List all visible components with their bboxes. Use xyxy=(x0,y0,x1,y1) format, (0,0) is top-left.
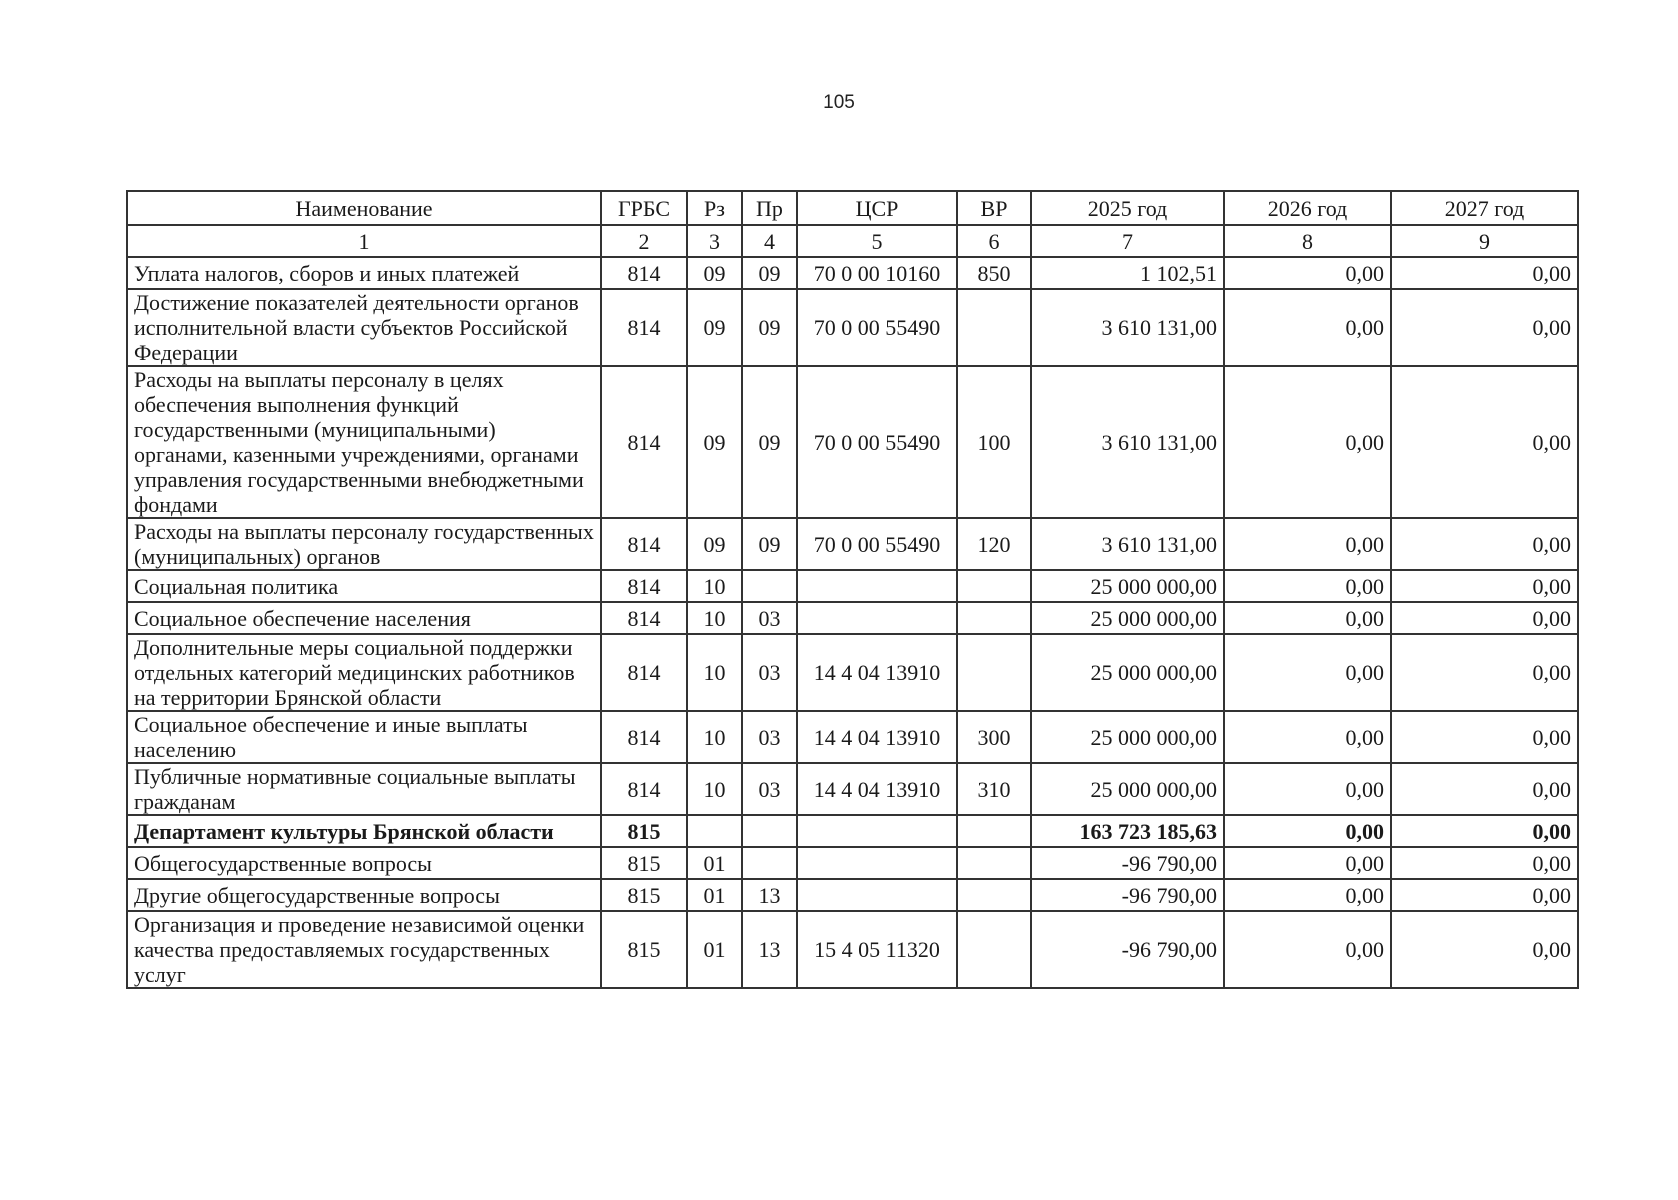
table-row xyxy=(127,289,1578,366)
cell-2027: 0,00 xyxy=(1391,815,1578,847)
cell-name: Дополнительные меры социальной поддержки отдельных категорий медицинских работников на территории Брянской области xyxy=(127,634,601,711)
table-row xyxy=(127,518,1578,570)
cell-2026: 0,00 xyxy=(1224,911,1391,988)
header-grbs: ГРБС xyxy=(601,191,687,225)
cell-2025: 25 000 000,00 xyxy=(1031,711,1224,763)
cell-2026: 0,00 xyxy=(1224,815,1391,847)
budget-table xyxy=(126,190,1579,989)
cell-grbs: 815 xyxy=(601,911,687,988)
cell-pr: 03 xyxy=(742,711,797,763)
cell-2025: -96 790,00 xyxy=(1031,879,1224,911)
cell-2026: 0,00 xyxy=(1224,763,1391,815)
cell-rz: 10 xyxy=(687,763,742,815)
cell-2025: 3 610 131,00 xyxy=(1031,518,1224,570)
cell-name: Социальная политика xyxy=(127,570,601,602)
cell-name: Расходы на выплаты персоналу государственных (муниципальных) органов xyxy=(127,518,601,570)
cell-pr: 13 xyxy=(742,911,797,988)
table-row xyxy=(127,911,1578,988)
cell-2026: 0,00 xyxy=(1224,366,1391,518)
cell-grbs: 814 xyxy=(601,518,687,570)
cell-vr xyxy=(957,815,1031,847)
cell-2027: 0,00 xyxy=(1391,879,1578,911)
cell-rz: 09 xyxy=(687,518,742,570)
cell-pr: 09 xyxy=(742,518,797,570)
cell-rz: 01 xyxy=(687,911,742,988)
cell-2025: 25 000 000,00 xyxy=(1031,570,1224,602)
cell-2025: 1 102,51 xyxy=(1031,257,1224,289)
cell-pr: 09 xyxy=(742,257,797,289)
cell-vr: 100 xyxy=(957,366,1031,518)
cell-name: Общегосударственные вопросы xyxy=(127,847,601,879)
cell-name: Расходы на выплаты персоналу в целях обеспечения выполнения функций государственными (муниципальными) органами, казенными учреждениями, органами управления государственными внебюджетными фондами xyxy=(127,366,601,518)
cell-csr: 70 0 00 55490 xyxy=(797,366,957,518)
cell-2025: -96 790,00 xyxy=(1031,911,1224,988)
table-row xyxy=(127,711,1578,763)
cell-grbs: 814 xyxy=(601,257,687,289)
cell-csr xyxy=(797,602,957,634)
cell-vr xyxy=(957,602,1031,634)
cell-2025: 25 000 000,00 xyxy=(1031,602,1224,634)
cell-pr: 03 xyxy=(742,763,797,815)
cell-grbs: 814 xyxy=(601,570,687,602)
cell-csr: 70 0 00 55490 xyxy=(797,289,957,366)
cell-csr: 14 4 04 13910 xyxy=(797,763,957,815)
table-row xyxy=(127,570,1578,602)
cell-2027: 0,00 xyxy=(1391,289,1578,366)
cell-name: Публичные нормативные социальные выплаты гражданам xyxy=(127,763,601,815)
header-csr: ЦСР xyxy=(797,191,957,225)
cell-2027: 0,00 xyxy=(1391,634,1578,711)
header-pr: Пр xyxy=(742,191,797,225)
cell-vr: 310 xyxy=(957,763,1031,815)
cell-csr xyxy=(797,847,957,879)
header-vr: ВР xyxy=(957,191,1031,225)
cell-pr: 13 xyxy=(742,879,797,911)
cell-2027: 0,00 xyxy=(1391,602,1578,634)
table-row xyxy=(127,763,1578,815)
cell-pr: 03 xyxy=(742,634,797,711)
cell-grbs: 815 xyxy=(601,879,687,911)
cell-pr xyxy=(742,815,797,847)
cell-vr xyxy=(957,911,1031,988)
cell-2027: 0,00 xyxy=(1391,847,1578,879)
table-row xyxy=(127,847,1578,879)
column-number-row xyxy=(127,225,1578,257)
cell-grbs: 815 xyxy=(601,847,687,879)
cell-rz: 10 xyxy=(687,711,742,763)
cell-2025: 3 610 131,00 xyxy=(1031,366,1224,518)
column-number: 5 xyxy=(797,225,957,257)
cell-name: Социальное обеспечение и иные выплаты населению xyxy=(127,711,601,763)
cell-2027: 0,00 xyxy=(1391,911,1578,988)
column-number: 8 xyxy=(1224,225,1391,257)
cell-2026: 0,00 xyxy=(1224,602,1391,634)
cell-pr: 09 xyxy=(742,289,797,366)
cell-rz: 10 xyxy=(687,634,742,711)
cell-csr xyxy=(797,570,957,602)
table-row xyxy=(127,634,1578,711)
cell-2027: 0,00 xyxy=(1391,763,1578,815)
cell-name: Уплата налогов, сборов и иных платежей xyxy=(127,257,601,289)
table-row xyxy=(127,257,1578,289)
cell-pr: 03 xyxy=(742,602,797,634)
cell-vr xyxy=(957,879,1031,911)
column-number: 1 xyxy=(127,225,601,257)
cell-pr xyxy=(742,570,797,602)
column-number: 3 xyxy=(687,225,742,257)
cell-2027: 0,00 xyxy=(1391,257,1578,289)
column-number: 4 xyxy=(742,225,797,257)
cell-csr: 15 4 05 11320 xyxy=(797,911,957,988)
header-2026: 2026 год xyxy=(1224,191,1391,225)
table-row xyxy=(127,366,1578,518)
cell-vr xyxy=(957,570,1031,602)
cell-name: Достижение показателей деятельности органов исполнительной власти субъектов Российской Федерации xyxy=(127,289,601,366)
cell-rz: 10 xyxy=(687,570,742,602)
cell-2027: 0,00 xyxy=(1391,711,1578,763)
cell-grbs: 814 xyxy=(601,711,687,763)
cell-2025: -96 790,00 xyxy=(1031,847,1224,879)
column-number: 6 xyxy=(957,225,1031,257)
cell-name: Социальное обеспечение населения xyxy=(127,602,601,634)
header-rz: Рз xyxy=(687,191,742,225)
cell-2026: 0,00 xyxy=(1224,711,1391,763)
cell-grbs: 815 xyxy=(601,815,687,847)
cell-pr: 09 xyxy=(742,366,797,518)
cell-2026: 0,00 xyxy=(1224,518,1391,570)
page-number: 105 xyxy=(823,92,855,113)
cell-2025: 25 000 000,00 xyxy=(1031,634,1224,711)
cell-rz: 01 xyxy=(687,847,742,879)
cell-rz: 09 xyxy=(687,257,742,289)
cell-2025: 163 723 185,63 xyxy=(1031,815,1224,847)
cell-name: Другие общегосударственные вопросы xyxy=(127,879,601,911)
cell-rz: 10 xyxy=(687,602,742,634)
cell-csr: 70 0 00 10160 xyxy=(797,257,957,289)
cell-grbs: 814 xyxy=(601,634,687,711)
table-row xyxy=(127,815,1578,847)
header-name: Наименование xyxy=(127,191,601,225)
cell-pr xyxy=(742,847,797,879)
table-row xyxy=(127,602,1578,634)
cell-2026: 0,00 xyxy=(1224,570,1391,602)
column-number: 7 xyxy=(1031,225,1224,257)
cell-rz: 01 xyxy=(687,879,742,911)
header-2027: 2027 год xyxy=(1391,191,1578,225)
cell-rz: 09 xyxy=(687,289,742,366)
cell-name: Департамент культуры Брянской области xyxy=(127,815,601,847)
header-row xyxy=(127,191,1578,225)
cell-vr xyxy=(957,634,1031,711)
cell-vr: 300 xyxy=(957,711,1031,763)
cell-csr: 14 4 04 13910 xyxy=(797,634,957,711)
column-number: 2 xyxy=(601,225,687,257)
cell-csr xyxy=(797,879,957,911)
cell-2026: 0,00 xyxy=(1224,257,1391,289)
cell-2025: 3 610 131,00 xyxy=(1031,289,1224,366)
header-2025: 2025 год xyxy=(1031,191,1224,225)
cell-csr: 70 0 00 55490 xyxy=(797,518,957,570)
cell-2026: 0,00 xyxy=(1224,847,1391,879)
cell-2027: 0,00 xyxy=(1391,366,1578,518)
cell-vr: 120 xyxy=(957,518,1031,570)
cell-name: Организация и проведение независимой оценки качества предоставляемых государственных услуг xyxy=(127,911,601,988)
cell-grbs: 814 xyxy=(601,366,687,518)
cell-vr xyxy=(957,847,1031,879)
cell-2025: 25 000 000,00 xyxy=(1031,763,1224,815)
cell-2027: 0,00 xyxy=(1391,570,1578,602)
cell-vr: 850 xyxy=(957,257,1031,289)
cell-2026: 0,00 xyxy=(1224,634,1391,711)
cell-vr xyxy=(957,289,1031,366)
cell-grbs: 814 xyxy=(601,289,687,366)
cell-rz: 09 xyxy=(687,366,742,518)
cell-2027: 0,00 xyxy=(1391,518,1578,570)
cell-grbs: 814 xyxy=(601,602,687,634)
cell-grbs: 814 xyxy=(601,763,687,815)
column-number: 9 xyxy=(1391,225,1578,257)
cell-2026: 0,00 xyxy=(1224,879,1391,911)
cell-rz xyxy=(687,815,742,847)
cell-csr: 14 4 04 13910 xyxy=(797,711,957,763)
cell-csr xyxy=(797,815,957,847)
table-row xyxy=(127,879,1578,911)
cell-2026: 0,00 xyxy=(1224,289,1391,366)
